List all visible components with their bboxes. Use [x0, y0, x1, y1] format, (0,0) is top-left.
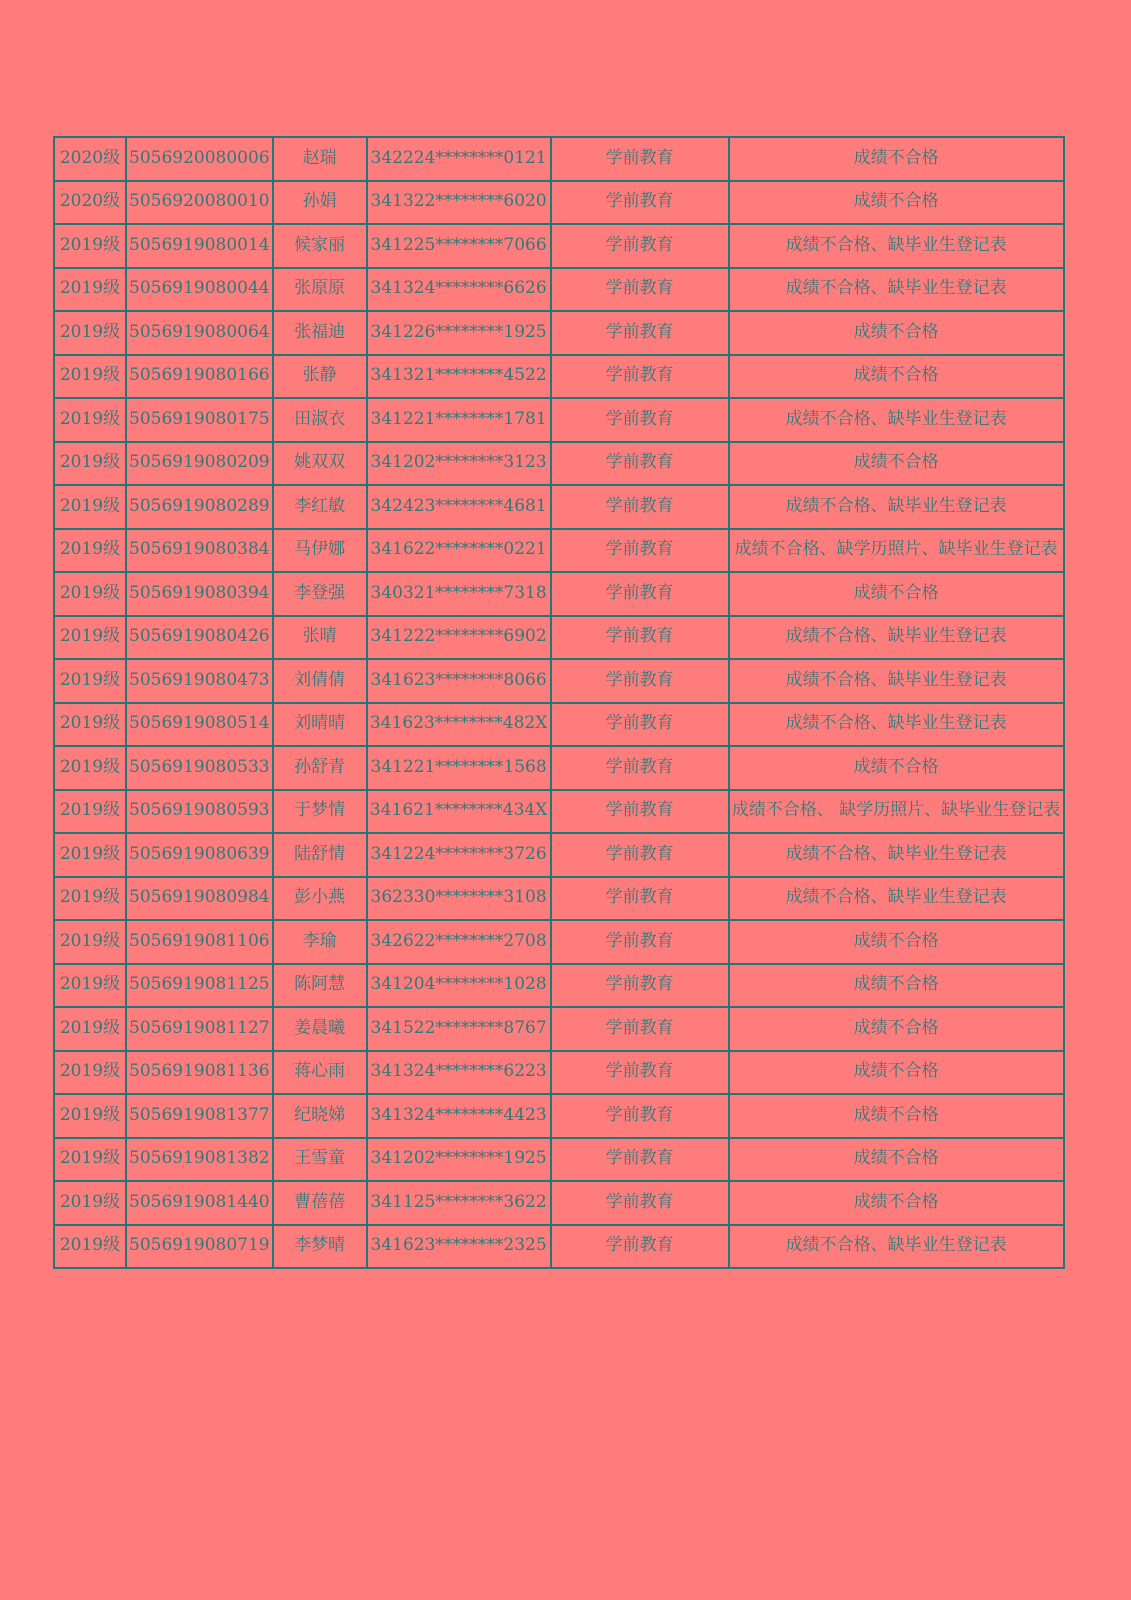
name-cell: 张原原: [273, 268, 367, 312]
major-cell: 学前教育: [551, 311, 729, 355]
table-row: [54, 1051, 1064, 1095]
table-row: [54, 1094, 1064, 1138]
reason-cell: 成绩不合格: [729, 964, 1064, 1008]
name-cell: 姚双双: [273, 442, 367, 486]
grade-cell: 2020级: [54, 137, 126, 181]
reason-cell: 成绩不合格、缺毕业生登记表: [729, 703, 1064, 747]
id-card-cell: 341202********3123: [367, 442, 551, 486]
name-cell: 蒋心雨: [273, 1051, 367, 1095]
grade-cell: 2019级: [54, 1138, 126, 1182]
grade-cell: 2019级: [54, 833, 126, 877]
name-cell: 赵瑞: [273, 137, 367, 181]
student-id-cell: 5056919080533: [126, 746, 273, 790]
grade-cell: 2019级: [54, 659, 126, 703]
reason-cell: 成绩不合格: [729, 920, 1064, 964]
reason-cell: 成绩不合格、缺毕业生登记表: [729, 1225, 1064, 1269]
major-cell: 学前教育: [551, 1138, 729, 1182]
table-row: [54, 964, 1064, 1008]
name-cell: 李红敏: [273, 485, 367, 529]
id-card-cell: 341225********7066: [367, 224, 551, 268]
id-card-cell: 341324********4423: [367, 1094, 551, 1138]
id-card-cell: 341322********6020: [367, 181, 551, 225]
student-id-cell: 5056919081106: [126, 920, 273, 964]
name-cell: 李梦晴: [273, 1225, 367, 1269]
student-id-cell: 5056919080394: [126, 572, 273, 616]
reason-cell: 成绩不合格、缺毕业生登记表: [729, 616, 1064, 660]
table-row: [54, 224, 1064, 268]
table-row: [54, 485, 1064, 529]
student-id-cell: 5056919081127: [126, 1007, 273, 1051]
grade-cell: 2019级: [54, 1225, 126, 1269]
table-row: [54, 181, 1064, 225]
reason-cell: 成绩不合格: [729, 137, 1064, 181]
major-cell: 学前教育: [551, 1181, 729, 1225]
grade-cell: 2019级: [54, 442, 126, 486]
reason-cell: 成绩不合格: [729, 1181, 1064, 1225]
major-cell: 学前教育: [551, 137, 729, 181]
reason-cell: 成绩不合格、缺学历照片、缺毕业生登记表: [729, 529, 1064, 573]
name-cell: 刘倩倩: [273, 659, 367, 703]
reason-cell: 成绩不合格: [729, 355, 1064, 399]
name-cell: 张静: [273, 355, 367, 399]
table-row: [54, 790, 1064, 834]
id-card-cell: 341324********6223: [367, 1051, 551, 1095]
reason-cell: 成绩不合格、缺毕业生登记表: [729, 398, 1064, 442]
name-cell: 张福迪: [273, 311, 367, 355]
major-cell: 学前教育: [551, 442, 729, 486]
grade-cell: 2019级: [54, 746, 126, 790]
name-cell: 陈阿慧: [273, 964, 367, 1008]
table-row: [54, 572, 1064, 616]
name-cell: 田淑衣: [273, 398, 367, 442]
student-id-cell: 5056919080984: [126, 877, 273, 921]
grade-cell: 2019级: [54, 572, 126, 616]
id-card-cell: 341324********6626: [367, 268, 551, 312]
grade-cell: 2019级: [54, 877, 126, 921]
id-card-cell: 342423********4681: [367, 485, 551, 529]
id-card-cell: 341221********1568: [367, 746, 551, 790]
student-id-cell: 5056920080006: [126, 137, 273, 181]
grade-cell: 2019级: [54, 485, 126, 529]
reason-cell: 成绩不合格、缺毕业生登记表: [729, 485, 1064, 529]
records-body: [54, 137, 1064, 1268]
student-id-cell: 5056919080166: [126, 355, 273, 399]
major-cell: 学前教育: [551, 659, 729, 703]
grade-cell: 2019级: [54, 529, 126, 573]
student-id-cell: 5056919080514: [126, 703, 273, 747]
table-row: [54, 616, 1064, 660]
major-cell: 学前教育: [551, 920, 729, 964]
id-card-cell: 362330********3108: [367, 877, 551, 921]
name-cell: 刘晴晴: [273, 703, 367, 747]
student-id-cell: 5056919081382: [126, 1138, 273, 1182]
major-cell: 学前教育: [551, 485, 729, 529]
table-row: [54, 398, 1064, 442]
major-cell: 学前教育: [551, 1007, 729, 1051]
grade-cell: 2019级: [54, 790, 126, 834]
student-id-cell: 5056919080014: [126, 224, 273, 268]
major-cell: 学前教育: [551, 181, 729, 225]
reason-cell: 成绩不合格、 缺学历照片、缺毕业生登记表: [729, 790, 1064, 834]
major-cell: 学前教育: [551, 1051, 729, 1095]
reason-cell: 成绩不合格、缺毕业生登记表: [729, 224, 1064, 268]
student-id-cell: 5056919080175: [126, 398, 273, 442]
grade-cell: 2019级: [54, 398, 126, 442]
major-cell: 学前教育: [551, 616, 729, 660]
id-card-cell: 341202********1925: [367, 1138, 551, 1182]
grade-cell: 2019级: [54, 268, 126, 312]
table-row: [54, 659, 1064, 703]
name-cell: 马伊娜: [273, 529, 367, 573]
reason-cell: 成绩不合格、缺毕业生登记表: [729, 268, 1064, 312]
table-row: [54, 920, 1064, 964]
major-cell: 学前教育: [551, 746, 729, 790]
reason-cell: 成绩不合格、缺毕业生登记表: [729, 833, 1064, 877]
name-cell: 李登强: [273, 572, 367, 616]
reason-cell: 成绩不合格: [729, 1007, 1064, 1051]
table-row: [54, 877, 1064, 921]
reason-cell: 成绩不合格: [729, 1094, 1064, 1138]
table-row: [54, 833, 1064, 877]
reason-cell: 成绩不合格: [729, 311, 1064, 355]
major-cell: 学前教育: [551, 529, 729, 573]
grade-cell: 2020级: [54, 181, 126, 225]
major-cell: 学前教育: [551, 790, 729, 834]
name-cell: 姜晨曦: [273, 1007, 367, 1051]
table-row: [54, 529, 1064, 573]
reason-cell: 成绩不合格: [729, 181, 1064, 225]
student-id-cell: 5056919080426: [126, 616, 273, 660]
table-row: [54, 442, 1064, 486]
reason-cell: 成绩不合格: [729, 746, 1064, 790]
reason-cell: 成绩不合格: [729, 442, 1064, 486]
table-row: [54, 268, 1064, 312]
table-row: [54, 355, 1064, 399]
name-cell: 纪晓娣: [273, 1094, 367, 1138]
table-row: [54, 137, 1064, 181]
id-card-cell: 341622********0221: [367, 529, 551, 573]
reason-cell: 成绩不合格: [729, 1051, 1064, 1095]
grade-cell: 2019级: [54, 703, 126, 747]
major-cell: 学前教育: [551, 1225, 729, 1269]
student-id-cell: 5056919080064: [126, 311, 273, 355]
grade-cell: 2019级: [54, 616, 126, 660]
name-cell: 孙舒青: [273, 746, 367, 790]
grade-cell: 2019级: [54, 1007, 126, 1051]
name-cell: 陆舒情: [273, 833, 367, 877]
id-card-cell: 341224********3726: [367, 833, 551, 877]
major-cell: 学前教育: [551, 398, 729, 442]
major-cell: 学前教育: [551, 877, 729, 921]
name-cell: 彭小燕: [273, 877, 367, 921]
major-cell: 学前教育: [551, 355, 729, 399]
major-cell: 学前教育: [551, 224, 729, 268]
grade-cell: 2019级: [54, 964, 126, 1008]
id-card-cell: 341125********3622: [367, 1181, 551, 1225]
grade-cell: 2019级: [54, 355, 126, 399]
id-card-cell: 341621********434X: [367, 790, 551, 834]
table-row: [54, 1181, 1064, 1225]
table-row: [54, 1007, 1064, 1051]
id-card-cell: 342224********0121: [367, 137, 551, 181]
major-cell: 学前教育: [551, 572, 729, 616]
id-card-cell: 341623********482X: [367, 703, 551, 747]
reason-cell: 成绩不合格、缺毕业生登记表: [729, 659, 1064, 703]
id-card-cell: 341522********8767: [367, 1007, 551, 1051]
major-cell: 学前教育: [551, 703, 729, 747]
name-cell: 于梦情: [273, 790, 367, 834]
name-cell: 李瑜: [273, 920, 367, 964]
grade-cell: 2019级: [54, 1094, 126, 1138]
name-cell: 孙娟: [273, 181, 367, 225]
name-cell: 曹蓓蓓: [273, 1181, 367, 1225]
student-id-cell: 5056919081125: [126, 964, 273, 1008]
student-id-cell: 5056919080639: [126, 833, 273, 877]
major-cell: 学前教育: [551, 964, 729, 1008]
reason-cell: 成绩不合格: [729, 572, 1064, 616]
id-card-cell: 341221********1781: [367, 398, 551, 442]
id-card-cell: 341226********1925: [367, 311, 551, 355]
id-card-cell: 341623********8066: [367, 659, 551, 703]
student-id-cell: 5056919081136: [126, 1051, 273, 1095]
reason-cell: 成绩不合格、缺毕业生登记表: [729, 877, 1064, 921]
id-card-cell: 341321********4522: [367, 355, 551, 399]
grade-cell: 2019级: [54, 920, 126, 964]
table-row: [54, 746, 1064, 790]
table-row: [54, 1225, 1064, 1269]
student-id-cell: 5056919080289: [126, 485, 273, 529]
major-cell: 学前教育: [551, 268, 729, 312]
table-row: [54, 703, 1064, 747]
student-id-cell: 5056920080010: [126, 181, 273, 225]
student-id-cell: 5056919080044: [126, 268, 273, 312]
student-id-cell: 5056919080384: [126, 529, 273, 573]
grade-cell: 2019级: [54, 1181, 126, 1225]
id-card-cell: 342622********2708: [367, 920, 551, 964]
student-id-cell: 5056919081440: [126, 1181, 273, 1225]
major-cell: 学前教育: [551, 833, 729, 877]
id-card-cell: 341623********2325: [367, 1225, 551, 1269]
grade-cell: 2019级: [54, 1051, 126, 1095]
name-cell: 张晴: [273, 616, 367, 660]
student-id-cell: 5056919080209: [126, 442, 273, 486]
student-id-cell: 5056919080719: [126, 1225, 273, 1269]
id-card-cell: 340321********7318: [367, 572, 551, 616]
name-cell: 王雪童: [273, 1138, 367, 1182]
major-cell: 学前教育: [551, 1094, 729, 1138]
student-id-cell: 5056919080473: [126, 659, 273, 703]
records-table: [53, 136, 1065, 1269]
student-id-cell: 5056919081377: [126, 1094, 273, 1138]
id-card-cell: 341222********6902: [367, 616, 551, 660]
name-cell: 候家丽: [273, 224, 367, 268]
student-id-cell: 5056919080593: [126, 790, 273, 834]
table-row: [54, 1138, 1064, 1182]
id-card-cell: 341204********1028: [367, 964, 551, 1008]
reason-cell: 成绩不合格: [729, 1138, 1064, 1182]
table-row: [54, 311, 1064, 355]
grade-cell: 2019级: [54, 311, 126, 355]
grade-cell: 2019级: [54, 224, 126, 268]
